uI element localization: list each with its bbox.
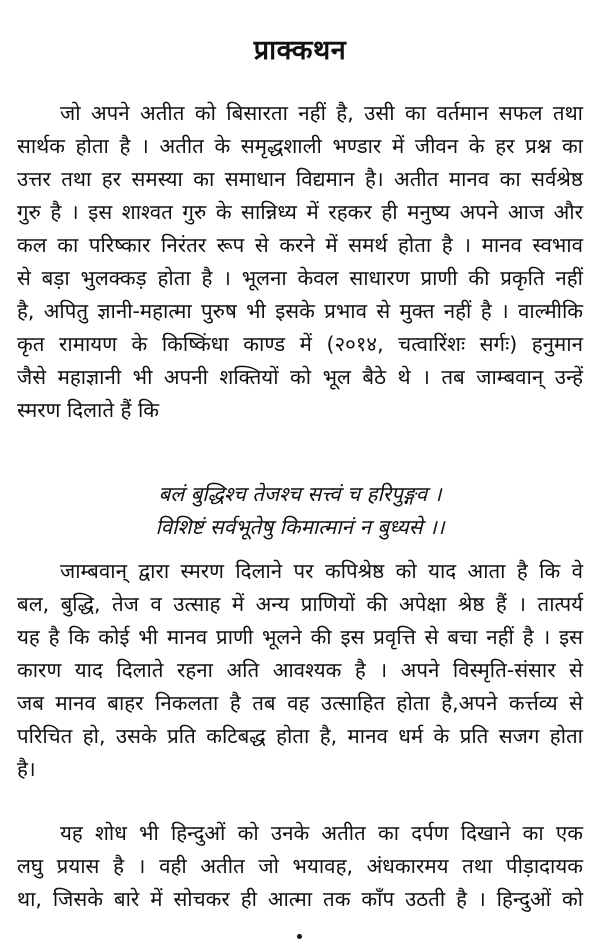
paragraph-line: जब मानव बाहर निकलता है तब वह उत्साहित होता है,अपने कर्त्तव्य से xyxy=(17,691,583,715)
paragraph-line: गुरु है । इस शाश्वत गुरु के सान्निध्य में रहकर ही मनुष्य अपने आज और xyxy=(17,200,583,224)
verse-line: बलं बुद्धिश्च तेजश्च सत्त्वं च हरिपुङ्गव । xyxy=(158,482,442,506)
paragraph-line: परिचित हो, उसके प्रति कटिबद्ध होता है, मानव धर्म के प्रति सजग होता xyxy=(17,724,583,748)
paragraph-line: से बड़ा भुलक्कड़ होता है । भूलना केवल साधारण प्राणी की प्रकृति नहीं xyxy=(17,266,583,290)
paragraph-line: कारण याद दिलाते रहना अति आवश्यक है । अपने विस्मृति-संसार से xyxy=(17,658,583,682)
paragraph-line: उत्तर तथा हर समस्या का समाधान विद्यमान है। अतीत मानव का सर्वश्रेष्ठ xyxy=(17,167,583,191)
paragraph-line: बल, बुद्धि, तेज व उत्साह में अन्य प्राणियों की अपेक्षा श्रेष्ठ हैं । तात्पर्य xyxy=(17,592,583,616)
paragraph-line: जैसे महाज्ञानी भी अपनी शक्तियों को भूल बैठे थे । तब जाम्बवान् उन्हें xyxy=(17,365,583,389)
paragraph-line: है, अपितु ज्ञानी-महात्मा पुरुष भी इसके प्रभाव से मुक्त नहीं है । वाल्मीकि xyxy=(17,299,583,323)
paragraph-line: सार्थक होता है । अतीत के समृद्धशाली भण्डार में जीवन के हर प्रश्न का xyxy=(17,134,583,158)
verse-line: विशिष्टं सर्वभूतेषु किमात्मानं न बुध्यसे ।। xyxy=(155,515,445,539)
paragraph-line: जो अपने अतीत को बिसारता नहीं है, उसी का वर्तमान सफल तथा xyxy=(60,101,583,125)
paragraph-line: लघु प्रयास है । वही अतीत जो भयावह, अंधकारमय तथा पीड़ादायक xyxy=(17,854,583,878)
paragraph-line: कृत रामायण के किष्किंधा काण्ड में (२०१४, चत्वारिंशः सर्गः) हनुमान xyxy=(17,332,583,356)
paragraph-line: स्मरण दिलाते हैं कि xyxy=(17,398,160,422)
page-marker-dot xyxy=(297,934,302,939)
paragraph-line: था, जिसके बारे में सोचकर ही आत्मा तक काँप उठती है । हिन्दुओं को xyxy=(17,887,583,911)
paragraph-line: कल का परिष्कार निरंतर रूप से करने में समर्थ होता है । मानव स्वभाव xyxy=(17,233,583,257)
paragraph-line: यह शोध भी हिन्दुओं को उनके अतीत का दर्पण दिखाने का एक xyxy=(60,821,583,845)
paragraph-line: है। xyxy=(17,757,36,781)
page-title: प्राक्कथन xyxy=(253,35,347,66)
paragraph-line: जाम्बवान् द्वारा स्मरण दिलाने पर कपिश्रेष्ठ को याद आता है कि वे xyxy=(60,559,583,583)
paragraph-line: यह है कि कोई भी मानव प्राणी भूलने की इस प्रवृत्ति से बचा नहीं है । इस xyxy=(17,625,583,649)
